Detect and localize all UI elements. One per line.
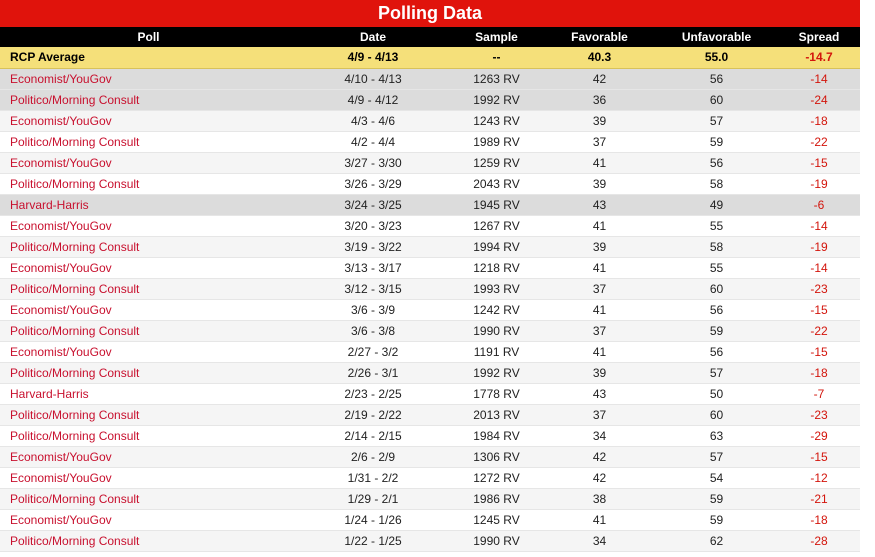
poll-spread: -18 <box>778 110 860 131</box>
poll-link[interactable]: Economist/YouGov <box>0 110 297 131</box>
poll-sample: 1992 RV <box>449 89 544 110</box>
poll-date: 4/2 - 4/4 <box>297 131 449 152</box>
poll-unfavorable: 57 <box>655 446 778 467</box>
poll-unfavorable: 60 <box>655 89 778 110</box>
poll-unfavorable: 56 <box>655 299 778 320</box>
table-row <box>0 152 860 173</box>
poll-link[interactable]: Economist/YouGov <box>0 299 297 320</box>
header-spread[interactable]: Spread <box>798 30 840 44</box>
poll-sample: 1994 RV <box>449 236 544 257</box>
poll-favorable: 42 <box>544 68 655 89</box>
poll-sample: 1218 RV <box>449 257 544 278</box>
poll-favorable: 37 <box>544 131 655 152</box>
poll-spread: -21 <box>778 488 860 509</box>
poll-spread: -23 <box>778 404 860 425</box>
table-row <box>0 89 860 110</box>
poll-link[interactable]: Harvard-Harris <box>0 383 297 404</box>
poll-link[interactable]: Politico/Morning Consult <box>0 131 297 152</box>
poll-date: 3/19 - 3/22 <box>297 236 449 257</box>
poll-link[interactable]: Politico/Morning Consult <box>0 425 297 446</box>
poll-favorable: 37 <box>544 278 655 299</box>
poll-link[interactable]: Politico/Morning Consult <box>0 278 297 299</box>
table-row <box>0 404 860 425</box>
poll-spread: -14 <box>778 215 860 236</box>
poll-unfavorable: 60 <box>655 404 778 425</box>
poll-spread: -15 <box>778 341 860 362</box>
poll-spread: -19 <box>778 173 860 194</box>
poll-link[interactable]: Economist/YouGov <box>0 341 297 362</box>
poll-date: 2/27 - 3/2 <box>297 341 449 362</box>
rcp-average-row <box>0 47 860 68</box>
poll-spread: -15 <box>778 299 860 320</box>
poll-favorable: 39 <box>544 110 655 131</box>
poll-unfavorable: 49 <box>655 194 778 215</box>
poll-sample: 1272 RV <box>449 467 544 488</box>
poll-sample: 1990 RV <box>449 320 544 341</box>
poll-sample: 1986 RV <box>449 488 544 509</box>
poll-link[interactable]: Economist/YouGov <box>0 68 297 89</box>
table-row <box>0 278 860 299</box>
header-poll[interactable]: Poll <box>137 30 160 44</box>
poll-favorable: 41 <box>544 299 655 320</box>
poll-sample: 2043 RV <box>449 173 544 194</box>
poll-sample: 2013 RV <box>449 404 544 425</box>
poll-date: 1/29 - 2/1 <box>297 488 449 509</box>
table-row <box>0 257 860 278</box>
table-row <box>0 530 860 551</box>
table-row <box>0 68 860 89</box>
poll-date: 3/12 - 3/15 <box>297 278 449 299</box>
poll-link[interactable]: Harvard-Harris <box>0 194 297 215</box>
poll-favorable: 34 <box>544 530 655 551</box>
table-title: Polling Data <box>0 0 860 27</box>
poll-link[interactable]: Politico/Morning Consult <box>0 404 297 425</box>
poll-date: 2/19 - 2/22 <box>297 404 449 425</box>
poll-unfavorable: 59 <box>655 320 778 341</box>
table-row <box>0 446 860 467</box>
poll-favorable: 41 <box>544 215 655 236</box>
table-row <box>0 383 860 404</box>
poll-favorable: 39 <box>544 173 655 194</box>
poll-date: 2/26 - 3/1 <box>297 362 449 383</box>
poll-favorable: 39 <box>544 362 655 383</box>
poll-date: 4/3 - 4/6 <box>297 110 449 131</box>
poll-date: 2/23 - 2/25 <box>297 383 449 404</box>
poll-date: 1/22 - 1/25 <box>297 530 449 551</box>
poll-favorable: 42 <box>544 467 655 488</box>
header-sample[interactable]: Sample <box>475 30 518 44</box>
poll-spread: -14 <box>778 257 860 278</box>
poll-sample: 1306 RV <box>449 446 544 467</box>
poll-link[interactable]: Politico/Morning Consult <box>0 362 297 383</box>
poll-favorable: 43 <box>544 383 655 404</box>
poll-sample: 1263 RV <box>449 68 544 89</box>
poll-link[interactable]: Politico/Morning Consult <box>0 530 297 551</box>
poll-sample: 1778 RV <box>449 383 544 404</box>
poll-unfavorable: 62 <box>655 530 778 551</box>
poll-sample: 1259 RV <box>449 152 544 173</box>
poll-link[interactable]: Politico/Morning Consult <box>0 236 297 257</box>
table-row <box>0 362 860 383</box>
poll-favorable: 37 <box>544 404 655 425</box>
poll-favorable: 42 <box>544 446 655 467</box>
poll-link[interactable]: Economist/YouGov <box>0 446 297 467</box>
poll-sample: 1242 RV <box>449 299 544 320</box>
poll-favorable: 37 <box>544 320 655 341</box>
poll-spread: -22 <box>778 131 860 152</box>
table-row <box>0 341 860 362</box>
poll-unfavorable: 60 <box>655 278 778 299</box>
poll-date: 2/14 - 2/15 <box>297 425 449 446</box>
poll-spread: -24 <box>778 89 860 110</box>
average-unfavorable: 55.0 <box>655 47 778 68</box>
poll-favorable: 43 <box>544 194 655 215</box>
poll-sample: 1984 RV <box>449 425 544 446</box>
poll-favorable: 41 <box>544 509 655 530</box>
poll-unfavorable: 56 <box>655 152 778 173</box>
poll-spread: -6 <box>778 194 860 215</box>
poll-date: 1/31 - 2/2 <box>297 467 449 488</box>
header-favorable[interactable]: Favorable <box>571 30 628 44</box>
table-header-row <box>0 27 860 47</box>
polling-table <box>0 27 860 552</box>
poll-unfavorable: 59 <box>655 509 778 530</box>
poll-date: 2/6 - 2/9 <box>297 446 449 467</box>
poll-sample: 1191 RV <box>449 341 544 362</box>
poll-spread: -23 <box>778 278 860 299</box>
poll-spread: -7 <box>778 383 860 404</box>
poll-sample: 1945 RV <box>449 194 544 215</box>
poll-link[interactable]: Politico/Morning Consult <box>0 173 297 194</box>
poll-unfavorable: 56 <box>655 341 778 362</box>
table-row <box>0 509 860 530</box>
poll-date: 3/6 - 3/8 <box>297 320 449 341</box>
poll-date: 3/24 - 3/25 <box>297 194 449 215</box>
poll-sample: 1993 RV <box>449 278 544 299</box>
poll-spread: -19 <box>778 236 860 257</box>
poll-date: 4/9 - 4/12 <box>297 89 449 110</box>
header-unfavorable[interactable]: Unfavorable <box>681 30 752 44</box>
poll-link[interactable]: Economist/YouGov <box>0 152 297 173</box>
poll-spread: -18 <box>778 509 860 530</box>
poll-unfavorable: 55 <box>655 257 778 278</box>
average-poll: RCP Average <box>0 47 297 68</box>
poll-unfavorable: 59 <box>655 488 778 509</box>
table-row <box>0 236 860 257</box>
table-row <box>0 488 860 509</box>
poll-unfavorable: 55 <box>655 215 778 236</box>
poll-unfavorable: 59 <box>655 131 778 152</box>
poll-favorable: 39 <box>544 236 655 257</box>
table-row <box>0 131 860 152</box>
poll-spread: -18 <box>778 362 860 383</box>
poll-favorable: 34 <box>544 425 655 446</box>
poll-favorable: 38 <box>544 488 655 509</box>
poll-date: 3/26 - 3/29 <box>297 173 449 194</box>
poll-sample: 1992 RV <box>449 362 544 383</box>
poll-unfavorable: 58 <box>655 173 778 194</box>
table-row <box>0 215 860 236</box>
poll-link[interactable]: Politico/Morning Consult <box>0 89 297 110</box>
average-favorable: 40.3 <box>544 47 655 68</box>
average-date: 4/9 - 4/13 <box>297 47 449 68</box>
table-row <box>0 299 860 320</box>
poll-date: 3/20 - 3/23 <box>297 215 449 236</box>
poll-unfavorable: 54 <box>655 467 778 488</box>
poll-spread: -22 <box>778 320 860 341</box>
poll-unfavorable: 63 <box>655 425 778 446</box>
poll-sample: 1267 RV <box>449 215 544 236</box>
poll-link[interactable]: Politico/Morning Consult <box>0 320 297 341</box>
poll-sample: 1990 RV <box>449 530 544 551</box>
poll-link[interactable]: Economist/YouGov <box>0 257 297 278</box>
poll-link[interactable]: Economist/YouGov <box>0 467 297 488</box>
poll-link[interactable]: Economist/YouGov <box>0 509 297 530</box>
poll-unfavorable: 57 <box>655 362 778 383</box>
poll-sample: 1989 RV <box>449 131 544 152</box>
poll-link[interactable]: Politico/Morning Consult <box>0 488 297 509</box>
poll-date: 4/10 - 4/13 <box>297 68 449 89</box>
average-spread: -14.7 <box>778 47 860 68</box>
table-row <box>0 110 860 131</box>
poll-sample: 1243 RV <box>449 110 544 131</box>
poll-date: 3/6 - 3/9 <box>297 299 449 320</box>
poll-favorable: 41 <box>544 152 655 173</box>
poll-spread: -15 <box>778 152 860 173</box>
poll-spread: -29 <box>778 425 860 446</box>
poll-unfavorable: 58 <box>655 236 778 257</box>
poll-favorable: 41 <box>544 341 655 362</box>
poll-unfavorable: 57 <box>655 110 778 131</box>
poll-date: 1/24 - 1/26 <box>297 509 449 530</box>
poll-favorable: 36 <box>544 89 655 110</box>
average-sample: -- <box>449 47 544 68</box>
poll-unfavorable: 56 <box>655 68 778 89</box>
poll-favorable: 41 <box>544 257 655 278</box>
table-row <box>0 173 860 194</box>
poll-link[interactable]: Economist/YouGov <box>0 215 297 236</box>
poll-sample: 1245 RV <box>449 509 544 530</box>
table-row <box>0 320 860 341</box>
poll-spread: -14 <box>778 68 860 89</box>
poll-spread: -15 <box>778 446 860 467</box>
table-row <box>0 425 860 446</box>
table-row <box>0 194 860 215</box>
poll-spread: -28 <box>778 530 860 551</box>
poll-date: 3/27 - 3/30 <box>297 152 449 173</box>
table-row <box>0 467 860 488</box>
header-date[interactable]: Date <box>359 30 386 44</box>
poll-unfavorable: 50 <box>655 383 778 404</box>
poll-date: 3/13 - 3/17 <box>297 257 449 278</box>
poll-spread: -12 <box>778 467 860 488</box>
